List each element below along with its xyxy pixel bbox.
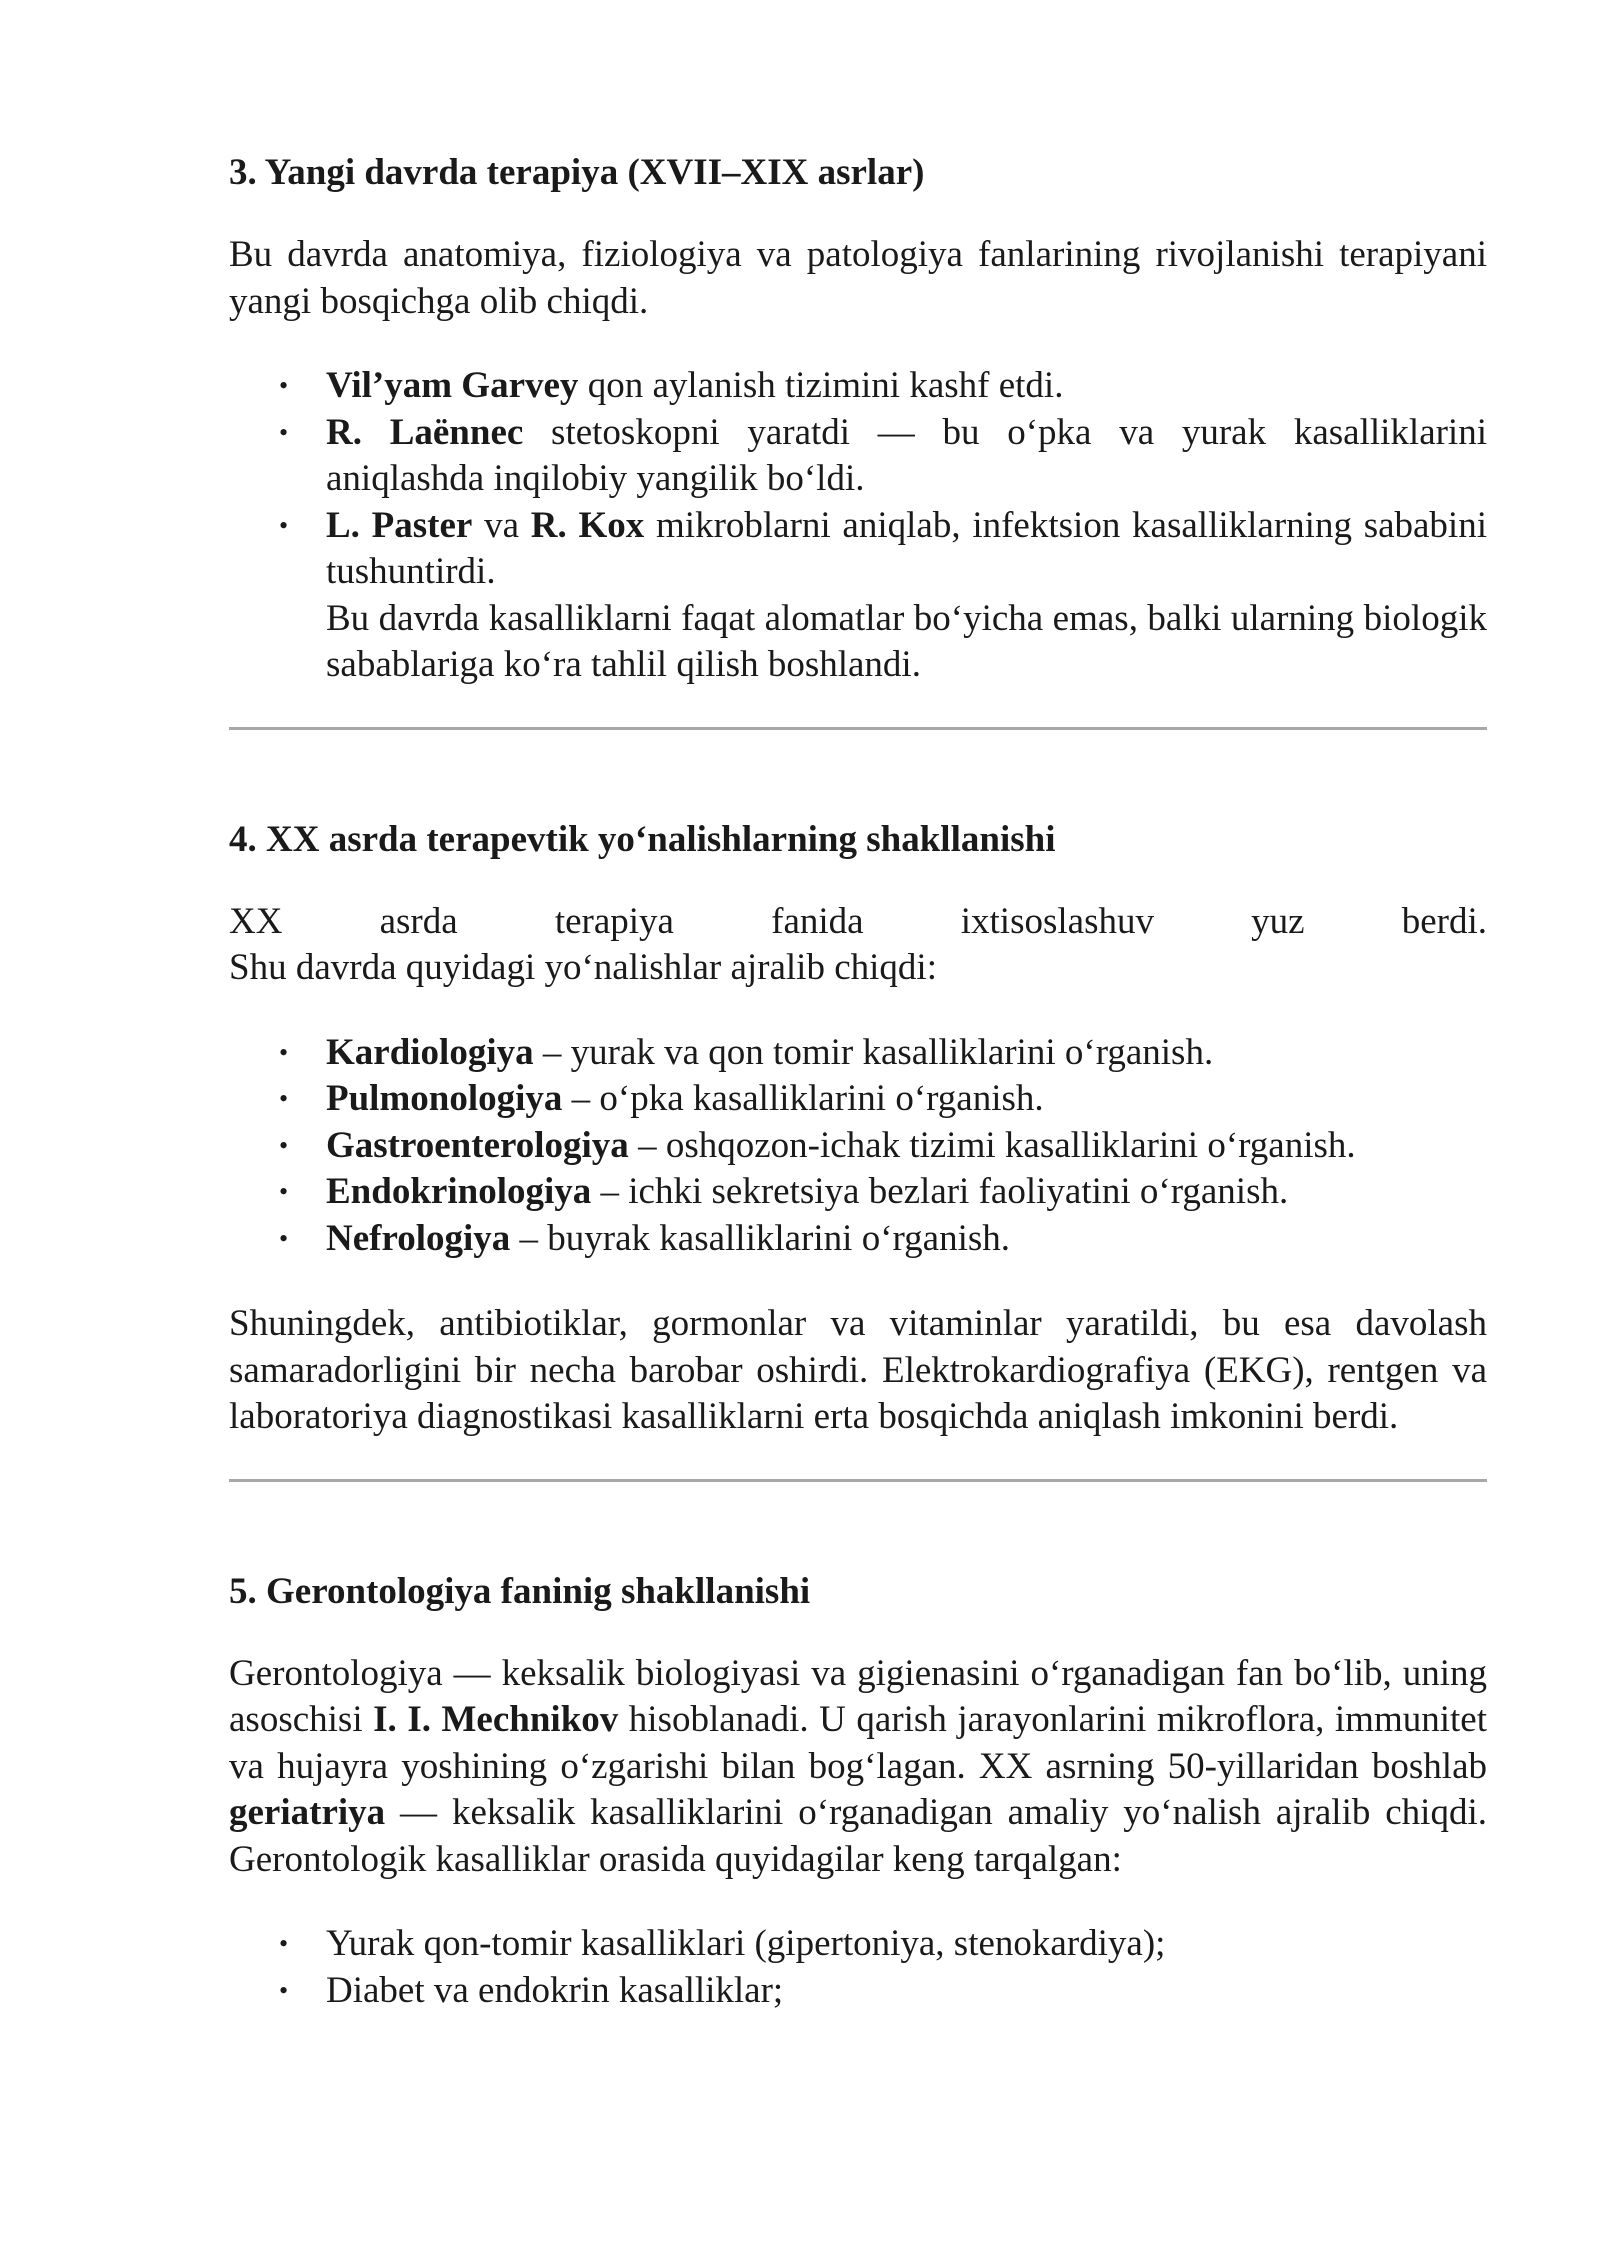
bullet-icon: • [279,1084,289,1113]
section-4-list [229,1030,1487,1263]
section-5-heading: 5. Gerontologiya faninig shakllanishi [229,1570,811,1612]
bullet-icon: • [279,371,289,400]
bullet-icon: • [279,1130,289,1160]
bullet-icon: • [279,1037,289,1067]
bullet-icon: • [279,417,289,447]
list-item-text: mikroblarni aniqlab, infektsion kasalliklarning sababini tushuntirdi. [326,504,1487,592]
person-name: R. Kox [530,504,645,546]
person-name: R. Laënnec [326,411,524,453]
list-item [229,1123,1487,1170]
section-3-intro: Bu davrda anatomiya, fiziologiya va patologiya fanlarining rivojlanishi terapiyani yangi bosqichga olib chiqdi. [229,234,1487,322]
term-label: Gastroenterologiya [326,1124,629,1166]
section-5-list [229,1921,1487,2014]
list-item [229,1968,1487,2015]
list-item [229,1169,1487,1216]
list-item-text: – ichki sekretsiya bezlari faoliyatini oʻrganish. [591,1171,1289,1212]
list-item-text: stetoskopni yaratdi — bu oʻpka va yurak kasalliklarini aniqlashda inqilobiy yangilik boʻldi. [326,411,1487,499]
section-3 [229,150,1487,689]
section-4-closing: Shuningdek, antibiotiklar, gormonlar va vitaminlar yaratildi, bu esa davolash samaradorligini bir necha barobar oshirdi. Elektrokardiografiya (EKG), rentgen va laboratoriya diagnostikasi kasalliklarni erta bosqichda aniqlash imkonini berdi. [229,1303,1487,1437]
list-item-text: qon aylanish tizimini kashf etdi. [578,365,1064,406]
bullet-icon: • [279,510,289,540]
term-label: Nefrologiya [326,1217,511,1259]
section-divider [229,727,1487,730]
term-label: Pulmonologiya [326,1078,563,1119]
section-divider [229,1479,1487,1482]
section-4-intro: XX asrda terapiya fanida ixtisoslashuv yuz berdi. Shu davrda quyidagi yoʻnalishlar ajralib chiqdi: [229,900,1487,988]
bullet-icon: • [279,1223,289,1253]
list-item-text: – buyrak kasalliklarini oʻrganish. [510,1217,1011,1259]
bullet-icon: • [279,1177,289,1206]
term-label: geriatriya [229,1792,386,1833]
list-item-text: Yurak qon-tomir kasalliklari (gipertoniya, stenokardiya); [326,1923,1166,1964]
section-4 [229,817,1487,1441]
list-item-text: va [472,504,531,546]
person-name: L. Paster [326,504,473,546]
list-item [229,1076,1487,1123]
list-item [229,1216,1487,1263]
person-name: Vil’yam Garvey [326,365,579,406]
list-item [229,1030,1487,1077]
section-5-paragraph: Gerontologiya — keksalik biologiyasi va gigienasini oʻrganadigan fan boʻlib, uning asoschisi I. I. Mechnikov hisoblanadi. U qarish jarayonlarini mikroflora, immunitet va hujayra yoshining oʻzgarishi bilan bogʻlagan. XX asrning 50-yillaridan boshlab geriatriya — keksalik kasalliklarini oʻrganadigan amaliy yoʻnalish ajralib chiqdi. Gerontologik kasalliklar orasida quyidagilar keng tarqalgan: [229,1652,1488,1880]
section-3-heading: 3. Yangi davrda terapiya (XVII–XIX asrlar) [229,152,925,193]
bullet-icon: • [279,1975,289,2005]
list-item-text: Diabet va endokrin kasalliklar; [326,1969,784,2011]
section-3-list [229,363,1487,689]
list-item [229,410,1487,503]
person-name: I. I. Mechnikov [373,1699,619,1740]
section-4-heading: 4. XX asrda terapevtik yoʻnalishlarning shakllanishi [229,818,1056,860]
term-label: Endokrinologiya [326,1171,592,1212]
list-item [229,503,1487,689]
term-label: Kardiologiya [326,1031,534,1073]
list-item [229,363,1487,410]
list-item-text: Bu davrda kasalliklarni faqat alomatlar boʻyicha emas, balki ularning biologik sabablariga koʻra tahlil qilish boshlandi. [326,597,1487,685]
list-item-text: – oshqozon-ichak tizimi kasalliklarini oʻrganish. [628,1124,1356,1166]
list-item [229,1921,1487,1968]
list-item-text: – yurak va qon tomir kasalliklarini oʻrganish. [533,1031,1214,1073]
list-item-text: – oʻpka kasalliklarini oʻrganish. [562,1078,1044,1119]
section-5 [229,1569,1487,2015]
document-page [229,150,1487,2052]
bullet-icon: • [279,1929,289,1958]
